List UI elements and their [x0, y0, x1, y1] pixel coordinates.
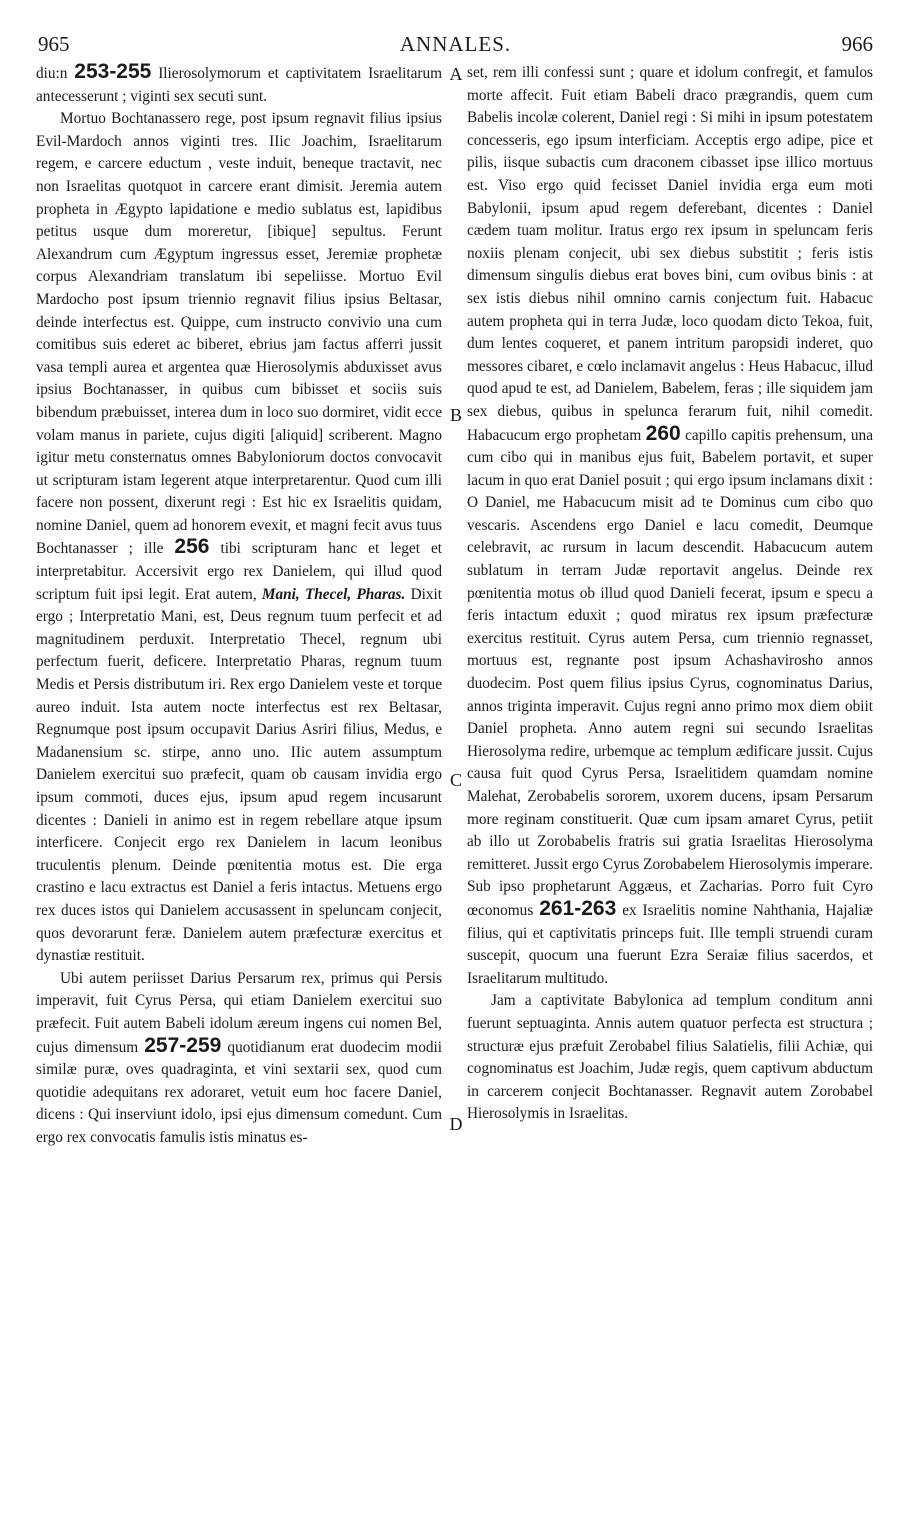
text-fragment: tibi scripturam hanc et leget et interpretabitur. Accersivit ergo rex Danielem, qui illud quod scriptum fuit ipsi legit. Erat autem, — [36, 540, 442, 603]
text-fragment: Ilierosolymorum et captivitatem Israelitarum antecesserunt ; viginti sex secuti sunt. — [36, 65, 442, 105]
reference-marker: 260 — [645, 421, 681, 445]
text-fragment: ex Israelitis nomine Nahthania, Hajaliæ filius, qui et captivitatis princeps fuit. Ille templi struendi curam suscepit, quocum una fuerunt Ezra Seraiæ filius sacerdos, et Israelitarum multitudo. — [467, 901, 874, 987]
reference-marker: 256 — [174, 535, 210, 559]
text-fragment: set, rem illi confessi sunt ; quare et idolum confregit, et famulos morte affecit. Fuit etiam Babeli draco prægrandis, quem cum Babelis incolæ colerent, Daniel regi : Si mihi in ipsum potestatem concesseris, ego ipsum interficiam. Acceptis ergo adipe, pice et pilis, iisque subactis cum draconem cibasset ipse illico mortuus est. Viso ergo quid fecisset Daniel invidia erga eum moti Babylonii, ipsum apud regem deferebant, dicentes : Daniel cædem tuam molitur. Iratus ergo rex ipsum in speluncam feris noxiis plenam conjecit, ubi sex diebus substitit ; feris istis dimensum singulis diebus erat boves bini, cum ovibus binis : at sex istis diebus nihil omnino carnis conjectum fuit. Habacuc autem propheta qui in terra Judæ, loco quodam dicto Tekoa, fuit, dum lentes coqueret, et panem intritum paropsidi inderet, quo messores cibaret, e cœlo inclamavit angelus : Heus Habacuc, illud quod apud te est, ad Danielem, Babelem, feras ; ille siquidem jam sex diebus, quibus in spelunca ferarum fuit, nihil comedit. Habacucum ergo prophetam — [467, 64, 873, 444]
margin-letter-a: A — [449, 64, 463, 84]
reference-marker: 253-255 — [74, 60, 152, 83]
text-fragment: Dixit ergo ; Interpretatio Mani, est, Deus regnum tuum perfecit et ad magnitudinem perduxit. Interpretatio Thecel, regnum ubi perfectum fuerit, deficere. Interpretatio Pharas, regnum tuum Medis et Persis distributum iri. Rex ergo Danielem veste et torque aureo induit. Ista autem nocte interfectus est rex Beltasar, Regnumque post ipsum occupavit Darius Asriri filius, Medus, e Madanensium sc. stirpe, anno uno. IIic autem assumptum Danielem exercitui suo præfecit, quam ob causam invidia ergo ipsum commoti, duces ejus, ipsum apud regem incusarunt dicentes : Danieli in animo est in regem rebellare atque ipsum interficere. Conjecit ergo rex Danielem in lacum leonibus truculentis plenum. Deinde pœnitentia motus est. Die erga crastino e lacu extractus est Daniel a feris intactus. Metuens ergo rex duces istos qui Danielem accusassent in speluncam conjecit, quos devorarunt feræ. Danielem autem præfecturæ exercitus et dynastiæ restituit. — [36, 585, 443, 965]
text-fragment: diu:n — [36, 65, 68, 82]
reference-marker: 261-263 — [539, 896, 617, 920]
text-fragment: capillo capitis prehensum, una cum cibo qui in manibus ejus fuit, Babelem portavit, et super lacum in quo erat Daniel posuit ; qui ergo ipsum inclamans dixit : O Daniel, me Habacucum misit ad te Dominus cum cibo quo vescaris. Ascendens ergo Daniel e lacu comedit, Deumque celebravit, ac rursum in lacum descendit. Habacucum autem sublatum in terram Judæ reportavit angelus. Deinde rex pœnitentia motus ob illud quod Danieli fecerat, ipsum e specu a feris intactum eduxit ; quod miratus rex ipsum præfecturæ exercitus restituit. Cyrus autem Persa, cum triennio regnasset, mortuus est, regnante post ipsum Achashavirosho annos duodecim. Post quem filius ipsius Cyrus, cognominatus Darius, annos triginta imperavit. Cujus regni anno primo mox diem obiit Daniel propheta. Anno autem regni sui secundo Israelitas Hierosolyma redire, urbemque ac templum ædificare jussit. Cujus causa fuit quod Cyrus Persa, Israelitidem quamdam nomine Malehat, Zerobabelis sororem, uxorem ducens, ipsam Persarum more reginam constituerit. Quæ cum ipsam amaret Cyrus, petiit ab illo ut Zorobabelis fratris sui gratia Israelitas Hierosolyma remitteret. Jussit ergo Cyrus Zorobabelem Hierosolymis imperare. Sub ipso prophetarunt Aggæus, et Zacharias. Porro fuit Cyro œconomus — [467, 426, 873, 919]
margin-letter-c: C — [449, 770, 462, 790]
running-title: ANNALES. — [399, 32, 512, 56]
inscription-words: Mani, Thecel, Pharas. — [261, 585, 406, 603]
margin-letter-b: B — [449, 405, 462, 425]
text-fragment: Ubi autem periisset Darius Persarum rex, primus qui Persis imperavit, fuit Cyrus Persa, qui etiam Danielem exercitui suo præfecit. Fuit autem Babeli idolum æreum ingens cui nomen Bel, cujus dimensum — [36, 969, 442, 1056]
page-number-right: 966 — [841, 32, 873, 56]
left-paragraph-3 — [36, 968, 442, 1150]
text-fragment: Jam a captivitate Babylonica ad templum conditum anni fuerunt septuaginta. Annis autem quatuor perfecta est structura ; structuræ ejus præfuit Zerobabel filius Salatielis, filii Achiæ, qui cognominatus est Joachim, Judæ regis, quem captivum abductum in carcerem conjecit Bochtanasser. Regnavit autem Zorobabel Hierosolymis in Israelitas. — [467, 992, 873, 1123]
page-header — [38, 30, 873, 58]
reference-marker: 257-259 — [144, 1033, 222, 1057]
right-paragraph-2 — [467, 990, 873, 1126]
page-number-left: 965 — [38, 32, 70, 56]
right-paragraph-1 — [467, 62, 873, 990]
right-column — [467, 62, 873, 1126]
text-fragment: Mortuo Bochtanassero rege, post ipsum regnavit filius ipsius Evil-Mardoch annos viginti tres. IIic Joachim, Israelitarum regem, e carcere eductum , veste induit, beneque tractavit, nec non Israelitas quotquot in carcere erant dimisit. Jeremia autem propheta in Ægypto lapidatione e medio sublatus est, lapidibus petitus usque dum moreretur, [ibique] sepultus. Ferunt Alexandrum cum Ægyptum ingressus esset, Jeremiæ prophetæ corpus Alexandriam translatum ibi sepeliisse. Mortuo Evil Mardocho post ipsum triennio regnavit filius ipsius Beltasar, deinde interfectus est. Quippe, cum instructo convivio una cum comitibus suis ederet ac biberet, ebrius jam factus afferri jussit vasa templi aurea et argentea quæ Hierosolymis abduxisset avus ipsius Bochtanasser, in quibus cum bibisset et sociis suis bibendum præbuisset, interea dum in loco suo dormiret, vidit ecce volam manus in pariete, cujus digiti [aliquid] scriberent. Magno igitur metu consternatus omnes Babyloniorum doctos convocavit ut scripturam istam legerent atque interpretarentur. Quod cum illi facere non possent, dixerunt regi : Est hic ex Israelitis quidam, nomine Daniel, quem ad honorem evexit, et magni fecit avus tuus Bochtanasser ; ille — [36, 110, 442, 558]
left-paragraph-2 — [36, 108, 442, 968]
left-paragraph-1 — [36, 62, 442, 108]
margin-letter-d: D — [449, 1114, 463, 1134]
text-fragment: quotidianum erat duodecim modii similæ puræ, oves quadraginta, et vini sextarii sex, quod cum quotidie adequitans rex adoraret, vetuit eum hoc facere Daniel, dicens : Qui inserviunt idolo, ipsi ejus dimensum comedunt. Cum ergo rex convocatis famulis istis minatus es- — [36, 1038, 442, 1146]
left-column — [36, 62, 442, 1150]
